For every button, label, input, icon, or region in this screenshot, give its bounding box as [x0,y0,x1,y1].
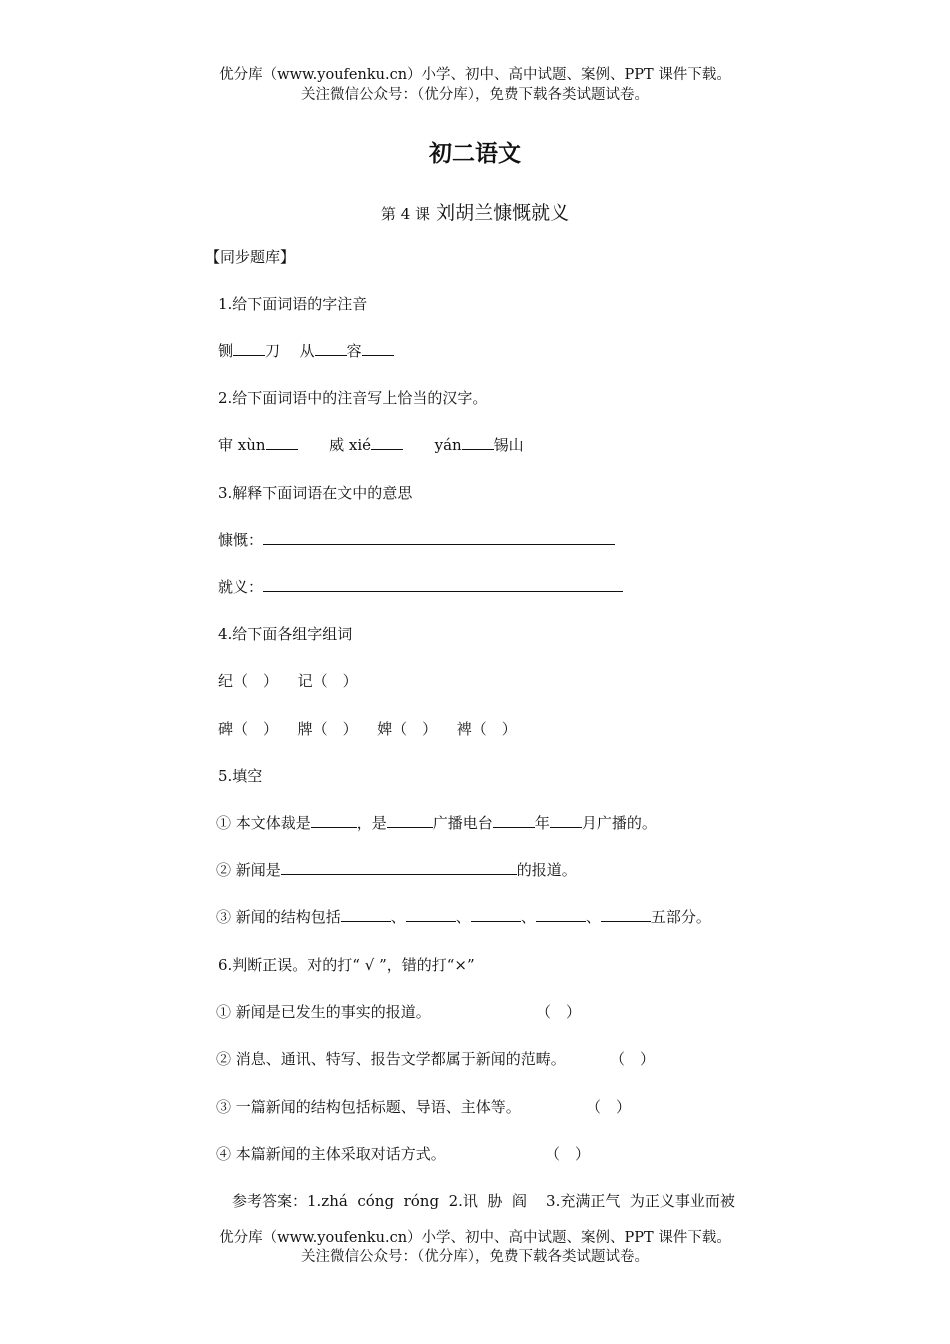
q1-blank-1[interactable] [233,341,265,356]
q5-i1-blank-1[interactable] [311,813,357,828]
section-label: 【同步题库】 [205,248,296,266]
q6-item-2: ② 消息、通讯、特写、报告文学都属于新闻的范畴。 [216,1050,566,1068]
q1-blank-2[interactable] [315,341,347,356]
q3-word-1-row [218,529,615,550]
q4-group-5: 婢（ ） [377,720,438,738]
q4-group-2: 记（ ） [297,672,358,690]
page-title: 初二语文 [429,140,521,167]
q2-item-2: 威 xié [329,436,372,454]
header-line-2: 关注微信公众号：（优分库），免费下载各类试题试卷。 [301,87,649,103]
q5-i1-text-b: ，是 [356,814,387,832]
q5-label: 5.填空 [218,767,263,785]
q5-item-2 [216,859,577,880]
q5-i1-text-c: 广播电台 [432,814,493,832]
q1-blanks [218,340,394,361]
q2-blank-2[interactable] [371,435,403,450]
q3-blank-2[interactable] [263,577,623,592]
q5-i3-blank-2[interactable] [406,907,456,922]
footer-line-1: 优分库（www.youfenku.cn）小学、初中、高中试题、案例、PPT 课件下载。 [219,1230,731,1246]
q4-row-2 [218,718,517,739]
q4-group-1: 纪（ ） [218,672,279,690]
lesson-prefix: 第 4 课 [380,205,431,223]
q4-label: 4.给下面各组字组词 [218,625,353,643]
q1-char-2: 刀 [265,342,281,360]
q2-blank-1[interactable] [266,435,298,450]
q5-i3-sep-3: 、 [520,908,536,926]
q6-item-3-mark[interactable]: （ ） [586,1098,632,1116]
q5-i1-blank-4[interactable] [550,813,582,828]
q6-item-3: ③ 一篇新闻的结构包括标题、导语、主体等。 [216,1098,521,1116]
q5-i3-text-end: 五部分。 [650,908,711,926]
q3-word-2: 就义： [218,578,264,596]
q5-i3-blank-3[interactable] [471,907,521,922]
q6-item-4-mark[interactable]: （ ） [545,1145,591,1163]
q5-i3-blank-4[interactable] [536,907,586,922]
answer-key: 参考答案：1.zhá cóng róng 2.讯 胁 阎 3.充满正气 为正义事业而被 [232,1192,735,1210]
q2-item-3: yán [434,436,462,454]
q5-item-1 [216,812,657,833]
footer-line-2: 关注微信公众号：（优分库），免费下载各类试题试卷。 [301,1249,649,1265]
q2-item-4: 锡山 [493,436,524,454]
q2-label: 2.给下面词语中的注音写上恰当的汉字。 [218,389,488,407]
q6-label: 6.判断正误。对的打“ √ ”，错的打“×” [218,956,475,974]
q1-label: 1.给下面词语的字注音 [218,295,368,313]
q1-char-4: 容 [346,342,362,360]
q2-item-1: 审 xùn [218,436,266,454]
q1-char-1: 铡 [218,342,234,360]
q3-label: 3.解释下面词语在文中的意思 [218,484,413,502]
q5-i2-text-b: 的报道。 [516,861,577,879]
q5-i1-text-e: 月广播的。 [581,814,657,832]
q4-group-4: 牌（ ） [297,720,358,738]
q6-item-4: ④ 本篇新闻的主体采取对话方式。 [216,1145,446,1163]
q4-row-1 [218,670,358,691]
q4-group-3: 碑（ ） [218,720,279,738]
q5-i1-blank-2[interactable] [387,813,433,828]
q5-item-3 [216,906,711,927]
q5-i1-blank-3[interactable] [493,813,535,828]
q1-char-3: 从 [299,342,315,360]
lesson-name: 刘胡兰慷慨就义 [436,202,570,224]
q6-item-2-mark[interactable]: （ ） [610,1050,656,1068]
q5-i3-blank-1[interactable] [341,907,391,922]
q3-word-2-row [218,576,623,597]
q6-item-1: ① 新闻是已发生的事实的报道。 [216,1003,431,1021]
q5-i1-text-a: ① 本文体裁是 [216,814,311,832]
q5-i1-text-d: 年 [534,814,550,832]
q5-i3-blank-5[interactable] [601,907,651,922]
q5-i2-blank[interactable] [281,860,517,875]
header-line-1: 优分库（www.youfenku.cn）小学、初中、高中试题、案例、PPT 课件下载。 [219,67,731,83]
q5-i3-sep-2: 、 [455,908,471,926]
q4-group-6: 裨（ ） [456,720,517,738]
q6-item-1-mark[interactable]: （ ） [536,1003,582,1021]
q5-i3-sep-1: 、 [390,908,406,926]
q3-word-1: 慷慨： [218,531,264,549]
q5-i2-text-a: ② 新闻是 [216,861,281,879]
lesson-title [0,198,950,225]
q2-blanks [218,434,524,455]
q5-i3-sep-4: 、 [585,908,601,926]
q2-blank-3[interactable] [462,435,494,450]
q3-blank-1[interactable] [263,530,615,545]
q1-blank-3[interactable] [362,341,394,356]
q5-i3-text-a: ③ 新闻的结构包括 [216,908,341,926]
